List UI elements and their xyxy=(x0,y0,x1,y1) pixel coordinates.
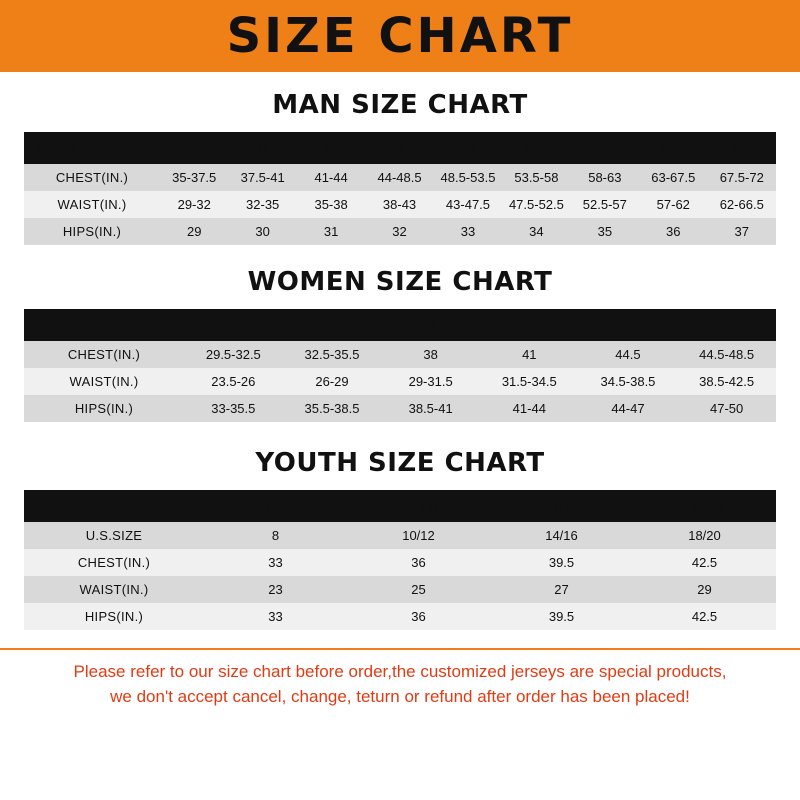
men-r0-c5: 53.5-58 xyxy=(514,170,559,185)
youth-r0-c0: 8 xyxy=(271,528,280,543)
women-r0-c0: 29.5-32.5 xyxy=(205,347,261,362)
table-row xyxy=(24,218,776,245)
table-row xyxy=(24,191,776,218)
men-r0-c7: 63-67.5 xyxy=(651,170,696,185)
men-r2-c2: 31 xyxy=(323,224,339,239)
men-table-body xyxy=(24,164,776,245)
youth-r1-c0: 33 xyxy=(268,555,283,570)
men-size-table xyxy=(24,132,776,245)
youth-row-0-label: U.S.SIZE xyxy=(85,528,143,543)
men-col-5: 3XL xyxy=(524,140,549,156)
men-r2-c7: 36 xyxy=(666,224,681,239)
table-row xyxy=(24,576,776,603)
youth-row-2-label: WAIST(IN.) xyxy=(79,582,149,597)
men-r2-c4: 33 xyxy=(460,224,476,239)
women-col-1: S xyxy=(327,317,337,333)
men-r0-c3: 44-48.5 xyxy=(377,170,422,185)
table-header-row xyxy=(24,132,776,164)
youth-r0-c2: 14/16 xyxy=(545,528,578,543)
women-table-corner: WOMEN'S xyxy=(38,315,135,335)
men-r1-c8: 62-66.5 xyxy=(719,197,764,212)
youth-row-3-label: HIPS(IN.) xyxy=(84,609,144,624)
man-section-title: MAN SIZE CHART xyxy=(272,90,528,120)
youth-r2-c0: 23 xyxy=(268,582,283,597)
men-col-7: 5XL xyxy=(661,140,686,156)
men-r1-c1: 32-35 xyxy=(246,197,280,212)
women-r1-c0: 23.5-26 xyxy=(211,374,256,389)
women-r0-c5: 44.5-48.5 xyxy=(699,347,755,362)
men-r1-c5: 47.5-52.5 xyxy=(508,197,564,212)
women-r2-c0: 33-35.5 xyxy=(211,401,256,416)
women-r0-c4: 44.5 xyxy=(615,347,641,362)
men-r0-c6: 58-63 xyxy=(588,170,622,185)
women-r2-c3: 41-44 xyxy=(512,401,546,416)
men-r2-c3: 32 xyxy=(392,224,407,239)
women-r1-c3: 31.5-34.5 xyxy=(501,374,557,389)
men-r0-c0: 35-37.5 xyxy=(172,170,217,185)
footer-line-2: we don't accept cancel, change, teturn or refund after order has been placed! xyxy=(110,686,690,706)
men-r2-c0: 29 xyxy=(186,224,202,239)
men-r1-c3: 38-43 xyxy=(382,197,417,212)
women-r0-c2: 38 xyxy=(423,347,438,362)
women-row-0-label: CHEST(IN.) xyxy=(67,347,141,362)
youth-size-section xyxy=(0,448,800,630)
women-r2-c2: 38.5-41 xyxy=(408,401,453,416)
men-table-corner: MEN'S xyxy=(38,138,101,158)
men-col-1: M xyxy=(257,140,269,156)
youth-r1-c2: 39.5 xyxy=(548,555,575,570)
men-col-6: 4XL xyxy=(592,140,617,156)
men-col-3: XL xyxy=(391,140,408,156)
men-r1-c6: 52.5-57 xyxy=(582,197,627,212)
youth-col-0: YTH S xyxy=(256,498,295,514)
table-row xyxy=(24,549,776,576)
youth-r0-c1: 10/12 xyxy=(402,528,435,543)
men-row-1-label: WAIST(IN.) xyxy=(57,197,127,212)
women-col-0: XS xyxy=(224,317,242,333)
youth-r0-c3: 18/20 xyxy=(688,528,721,543)
youth-col-3: YTH XL xyxy=(681,498,728,514)
men-table-header xyxy=(24,132,776,164)
men-r0-c8: 67.5-72 xyxy=(719,170,764,185)
men-r0-c4: 48.5-53.5 xyxy=(440,170,496,185)
women-col-3: L xyxy=(525,317,534,333)
table-row xyxy=(24,164,776,191)
youth-col-1: YTH M xyxy=(398,498,439,514)
youth-table-body xyxy=(24,522,776,630)
youth-r1-c1: 36 xyxy=(411,555,426,570)
women-r1-c4: 34.5-38.5 xyxy=(600,374,656,389)
men-r1-c7: 57-62 xyxy=(656,197,690,212)
table-header-row xyxy=(24,309,776,341)
page-title: SIZE CHART xyxy=(226,8,574,64)
youth-r3-c0: 33 xyxy=(268,609,283,624)
women-r2-c1: 35.5-38.5 xyxy=(304,401,360,416)
men-col-0: S xyxy=(189,140,199,156)
women-size-table xyxy=(24,309,776,422)
youth-r3-c1: 36 xyxy=(411,609,426,624)
youth-r1-c3: 42.5 xyxy=(691,555,718,570)
youth-table-header xyxy=(24,490,776,522)
table-row xyxy=(24,395,776,422)
men-row-2-label: HIPS(IN.) xyxy=(62,224,122,239)
men-r0-c2: 41-44 xyxy=(314,170,348,185)
footer-disclaimer xyxy=(0,648,800,709)
youth-section-title: YOUTH SIZE CHART xyxy=(255,448,545,478)
youth-size-table xyxy=(24,490,776,630)
men-col-2: L xyxy=(327,140,336,156)
man-size-section xyxy=(0,90,800,245)
women-size-section xyxy=(0,267,800,422)
men-r2-c1: 30 xyxy=(255,224,270,239)
youth-r3-c3: 42.5 xyxy=(691,609,718,624)
men-col-4: 2XL xyxy=(456,140,480,156)
table-row xyxy=(24,603,776,630)
table-row xyxy=(24,522,776,549)
women-r1-c1: 26-29 xyxy=(315,374,349,389)
women-r2-c4: 44-47 xyxy=(611,401,645,416)
women-r1-c2: 29-31.5 xyxy=(408,374,453,389)
men-r2-c6: 35 xyxy=(597,224,613,239)
women-r0-c3: 41 xyxy=(522,347,537,362)
women-row-1-label: WAIST(IN.) xyxy=(69,374,139,389)
women-table-header xyxy=(24,309,776,341)
women-r2-c5: 47-50 xyxy=(710,401,744,416)
table-row xyxy=(24,368,776,395)
youth-r2-c1: 25 xyxy=(411,582,426,597)
youth-row-1-label: CHEST(IN.) xyxy=(77,555,151,570)
men-r0-c1: 37.5-41 xyxy=(240,170,285,185)
women-r0-c1: 32.5-35.5 xyxy=(304,347,360,362)
youth-col-2: YTH L xyxy=(542,498,581,514)
youth-r2-c3: 29 xyxy=(697,582,712,597)
women-col-2: M xyxy=(425,317,437,333)
women-row-2-label: HIPS(IN.) xyxy=(74,401,134,416)
men-r2-c8: 37 xyxy=(734,224,749,239)
youth-table-corner: YOUTH xyxy=(38,496,107,516)
women-section-title: WOMEN SIZE CHART xyxy=(247,267,553,297)
men-col-8: 6XL xyxy=(729,140,754,156)
youth-r3-c2: 39.5 xyxy=(548,609,575,624)
women-col-4: XL xyxy=(619,317,637,333)
women-col-5: XXL xyxy=(713,317,740,333)
table-row xyxy=(24,341,776,368)
youth-r2-c2: 27 xyxy=(554,582,569,597)
women-table-body xyxy=(24,341,776,422)
men-r1-c4: 43-47.5 xyxy=(445,197,491,212)
page-banner xyxy=(0,0,800,72)
women-r1-c5: 38.5-42.5 xyxy=(699,374,755,389)
table-header-row xyxy=(24,490,776,522)
men-row-0-label: CHEST(IN.) xyxy=(55,170,129,185)
men-r1-c0: 29-32 xyxy=(177,197,211,212)
men-r2-c5: 34 xyxy=(529,224,544,239)
men-r1-c2: 35-38 xyxy=(314,197,348,212)
footer-line-1: Please refer to our size chart before order,the customized jerseys are special products, xyxy=(73,662,727,681)
